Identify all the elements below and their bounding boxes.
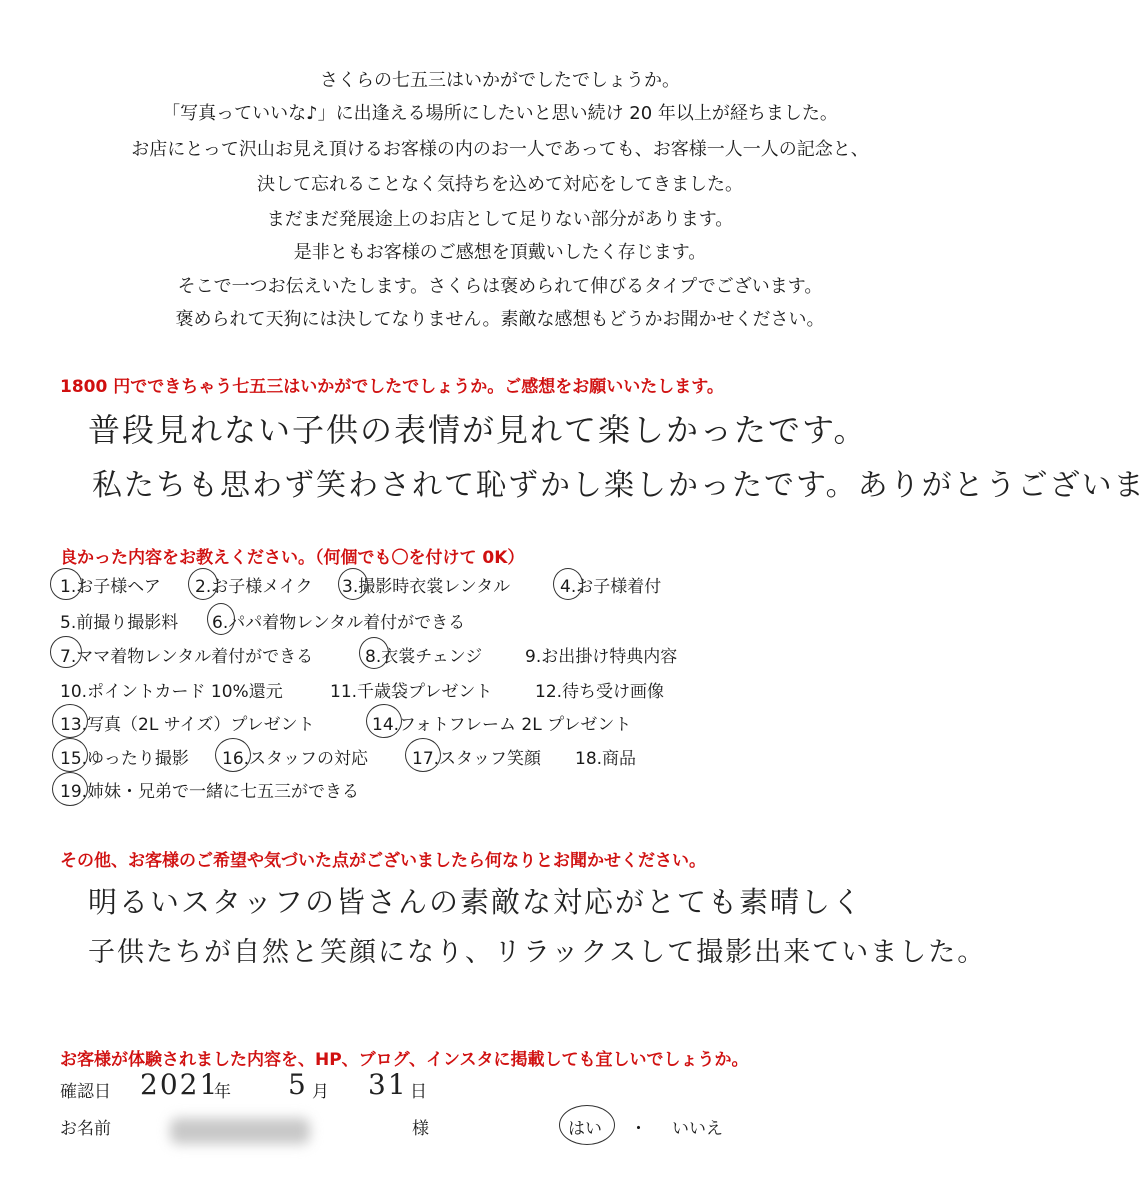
option-item: 16.スタッフの対応 <box>222 749 369 769</box>
option-item: 15.ゆったり撮影 <box>60 749 189 769</box>
consent-yes[interactable]: はい <box>568 1119 602 1139</box>
option-item: 19.姉妹・兄弟で一緒に七五三ができる <box>60 782 360 802</box>
selection-circle <box>207 603 235 635</box>
intro-line: まだまだ発展途上のお店として足りない部分があります。 <box>266 209 734 230</box>
option-item: 11.千歳袋プレゼント <box>330 682 493 702</box>
selection-circle <box>50 568 82 600</box>
intro-line: 決して忘れることなく気持ちを込めて対応をしてきました。 <box>257 174 743 195</box>
selection-circle <box>553 568 583 600</box>
selection-circle <box>359 637 389 669</box>
selection-circle <box>52 772 88 806</box>
selection-circle <box>50 636 82 668</box>
option-item: 18.商品 <box>575 749 637 769</box>
answer-1-line: 普段見れない子供の表情が見れて楽しかったです。 <box>88 411 868 449</box>
question-2-label: 良かった内容をお教えください。（何個でも〇を付けて 0K） <box>60 548 525 568</box>
selection-circle <box>338 568 368 600</box>
intro-line: そこで一つお伝えいたします。さくらは褒められて伸びるタイプでございます。 <box>177 276 823 297</box>
answer-3-line: 子供たちが自然と笑顔になり、リラックスして撮影出来ていました。 <box>88 937 987 968</box>
option-item: 5.前撮り撮影料 <box>60 613 179 633</box>
redacted-name <box>170 1118 310 1144</box>
date-day-value: 31 <box>368 1068 408 1101</box>
option-item: 13.写真（2L サイズ）プレゼント <box>60 715 315 735</box>
selection-circle <box>188 568 218 600</box>
option-item: 14.フォトフレーム 2L プレゼント <box>372 715 632 735</box>
selection-circle <box>559 1105 615 1145</box>
question-3-label: その他、お客様のご希望や気づいた点がございましたら何なりとお聞かせください。 <box>60 851 706 871</box>
option-item: 1.お子様ヘア <box>60 577 161 597</box>
option-item: 3.撮影時衣裳レンタル <box>342 577 511 597</box>
date-label: 確認日 <box>60 1082 111 1102</box>
answer-3-line: 明るいスタッフの皆さんの素敵な対応がとても素晴しく <box>88 885 864 919</box>
month-unit: 月 <box>312 1082 329 1102</box>
option-item: 4.お子様着付 <box>560 577 662 597</box>
option-item: 2.お子様メイク <box>195 577 313 597</box>
option-item: 17.スタッフ笑顔 <box>412 749 542 769</box>
intro-line: お店にとって沢山お見え頂けるお客様の内のお一人であっても、お客様一人一人の記念と、 <box>131 139 869 160</box>
option-item: 7.ママ着物レンタル着付ができる <box>60 647 314 667</box>
year-unit: 年 <box>214 1082 231 1102</box>
name-label: お名前 <box>60 1119 111 1139</box>
option-item: 10.ポイントカード 10%還元 <box>60 682 283 702</box>
option-item: 8.衣裳チェンジ <box>365 647 483 667</box>
intro-line: 是非ともお客様のご感想を頂戴いしたく存じます。 <box>293 242 707 263</box>
day-unit: 日 <box>410 1082 427 1102</box>
option-item: 6.パパ着物レンタル着付ができる <box>212 613 466 633</box>
selection-circle <box>52 738 88 772</box>
answer-1-line: 私たちも思わず笑わされて恥ずかし楽しかったです。ありがとうございま <box>92 468 1146 503</box>
intro-line: 「写真っていいな♪」に出逢える場所にしたいと思い続け 20 年以上が経ちました。 <box>162 103 838 124</box>
intro-line: 褒められて天狗には決してなりません。素敵な感想もどうかお聞かせください。 <box>175 309 825 330</box>
selection-circle <box>405 738 441 772</box>
selection-circle <box>52 704 88 738</box>
option-item: 9.お出掛け特典内容 <box>525 647 678 667</box>
intro-line: さくらの七五三はいかがでしたでしょうか。 <box>320 70 680 91</box>
consent-no[interactable]: いいえ <box>672 1119 723 1139</box>
option-item: 12.待ち受け画像 <box>535 682 665 702</box>
date-month-value: 5 <box>288 1068 308 1101</box>
consent-separator: ・ <box>630 1119 647 1139</box>
selection-circle <box>366 704 402 738</box>
selection-circle <box>215 738 251 772</box>
question-1-label: 1800 円でできちゃう七五三はいかがでしたでしょうか。ご感想をお願いいたします。 <box>60 377 724 397</box>
honorific-label: 様 <box>412 1119 429 1139</box>
date-year-value: 2021 <box>140 1068 220 1101</box>
question-4-label: お客様が体験されました内容を、HP、ブログ、インスタに掲載しても宜しいでしょうか。 <box>60 1050 749 1070</box>
